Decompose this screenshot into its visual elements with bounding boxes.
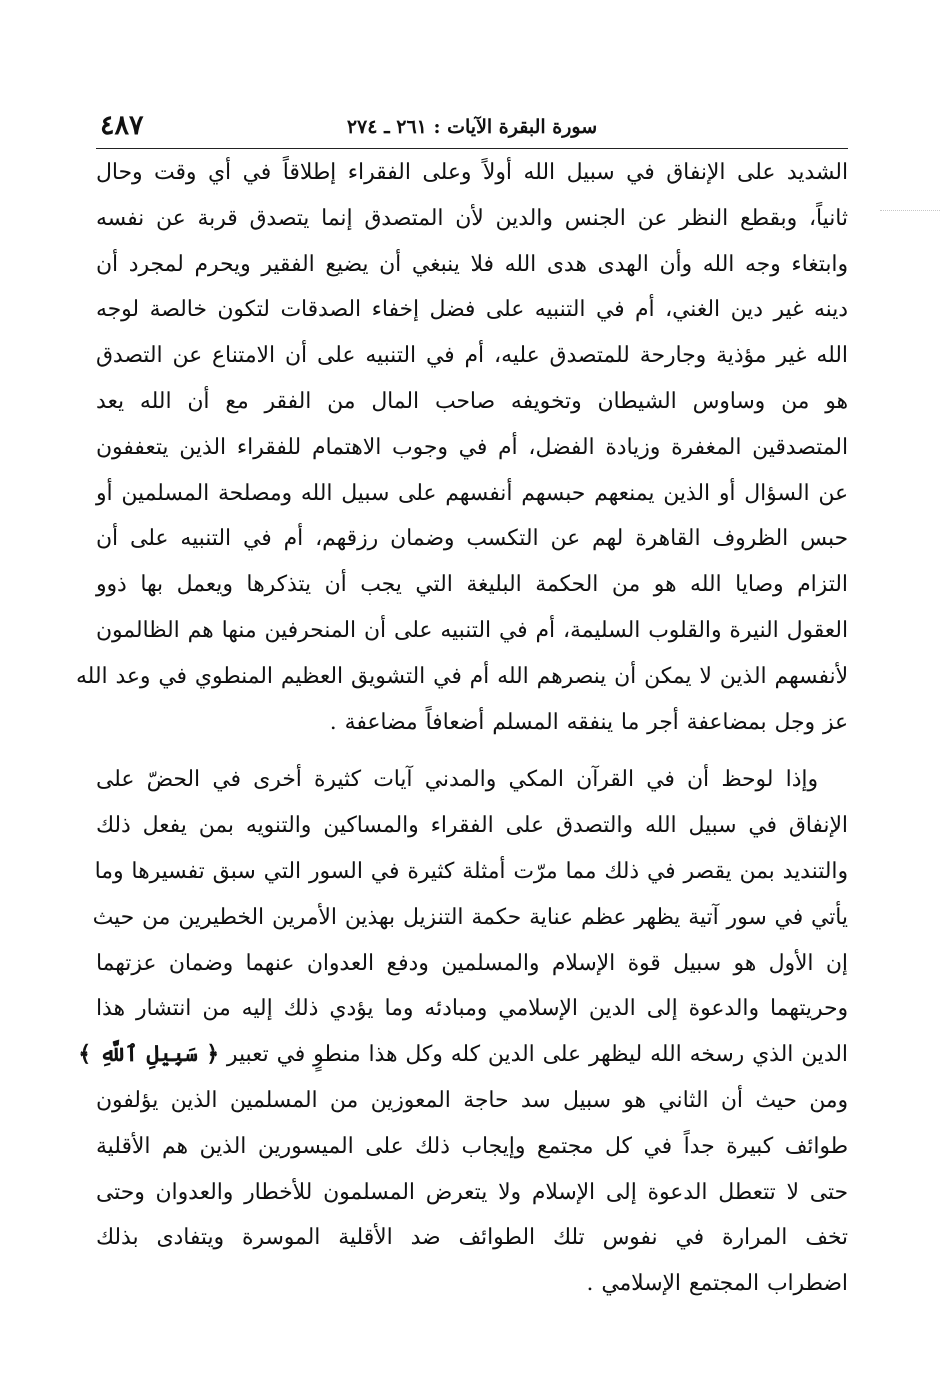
text-line: حبس الظروف القاهرة لهم عن التكسب وضمان رزقهم، أم في التنبيه على أن (96, 526, 848, 552)
text-line: الإنفاق في سبيل الله والتصدق على الفقراء والمساكين والتنويه بمن يفعل ذلك (96, 813, 848, 839)
page-header (96, 108, 848, 149)
body-text (75, 150, 848, 1307)
text-line: هو من وساوس الشيطان وتخويفه صاحب المال من الفقر مع أن الله يعد (96, 388, 848, 414)
quran-phrase: ﴿ سَبِيلِ ٱللَّهِ ﴾ (78, 1042, 219, 1068)
text-line: حتى لا تتعطل الدعوة إلى الإسلام ولا يتعرض المسلمون للأخطار والعدوان وحتى (96, 1179, 848, 1205)
text-line: ثانياً، وبقطع النظر عن الجنس والدين لأن المتصدق إنما يتصدق قربة عن نفسه (96, 205, 848, 231)
paragraph-2 (78, 757, 848, 1307)
text-line: الله غير مؤذية وجارحة للمتصدق عليه، أم في التنبيه على أن الامتناع عن التصدق (96, 343, 848, 369)
text-line-with-quran (78, 1032, 848, 1078)
text-line: تخف المرارة في نفوس تلك الطوائف ضد الأقلية الموسرة ويتفادى بذلك (96, 1225, 848, 1251)
text-line: وحريتهما والدعوة إلى الدين الإسلامي ومبادئه وما يؤدي ذلك إليه من انتشار هذا (96, 996, 848, 1022)
text-line: إن الأول هو سبيل قوة الإسلام والمسلمين ودفع العدوان عنهما وضمان عزتهما (96, 950, 848, 976)
text-line: دينه غير دين الغني، أم في التنبيه على فضل إخفاء الصدقات لتكون خالصة لوجه (96, 297, 848, 323)
running-head: سورة البقرة الآيات : ٢٦١ ـ ٢٧٤ (346, 116, 598, 138)
text-line: ومن حيث أن الثاني هو سبيل سد حاجة المعوزين من المسلمين الذين يؤلفون (96, 1087, 848, 1113)
paragraph-1 (75, 150, 848, 745)
text-line: طوائف كبيرة جداً في كل مجتمع وإيجاب ذلك على الميسورين الذين هم الأقلية (96, 1133, 848, 1159)
text-line: والتنديد بمن يقصر في ذلك مما مرّت أمثلة كثيرة في السور التي سبق تفسيرها وما (94, 858, 848, 884)
page-number: ٤٨٧ (100, 110, 144, 141)
text-line: عن السؤال أو الذين يمنعهم حبسهم أنفسهم على سبيل الله ومصلحة المسلمين أو (96, 480, 848, 506)
text-line: يأتي في سور آتية يظهر عظم عناية حكمة التنزيل بهذين الأمرين الخطيرين من حيث (92, 904, 848, 930)
margin-dotted-mark (880, 210, 940, 211)
text-line: اضطراب المجتمع الإسلامي . (586, 1271, 848, 1297)
text-segment: الدين الذي رسخه الله ليظهر على الدين كله وكل هذا منطوٍ في تعبير (226, 1042, 848, 1068)
text-line: عز وجل بمضاعفة أجر ما ينفقه المسلم أضعافاً مضاعفة . (329, 709, 848, 735)
text-line: وابتغاء وجه الله وأن الهدى هدى الله فلا ينبغي أن يضيع الفقير ويحرم لمجرد أن (96, 251, 848, 277)
text-line: التزام وصايا الله هو من الحكمة البليغة التي يجب أن يتذكرها ويعمل بها ذوو (96, 572, 848, 598)
text-line: وإذا لوحظ أن في القرآن المكي والمدني آيات كثيرة أخرى في الحضّ على (96, 767, 818, 793)
paragraph-gap (96, 745, 848, 757)
text-line: العقول النيرة والقلوب السليمة، أم في التنبيه على أن المنحرفين منها هم الظالمون (96, 617, 848, 643)
text-line: الشديد على الإنفاق في سبيل الله أولاً وعلى الفقراء إطلاقاً في أي وقت وحال (96, 160, 848, 185)
text-line: المتصدقين المغفرة وزيادة الفضل، أم في وجوب الاهتمام للفقراء الذين يتعففون (96, 434, 848, 460)
text-line: لأنفسهم الذين لا يمكن أن ينصرهم الله أم في التشويق العظيم المنطوي في وعد الله (75, 663, 848, 689)
